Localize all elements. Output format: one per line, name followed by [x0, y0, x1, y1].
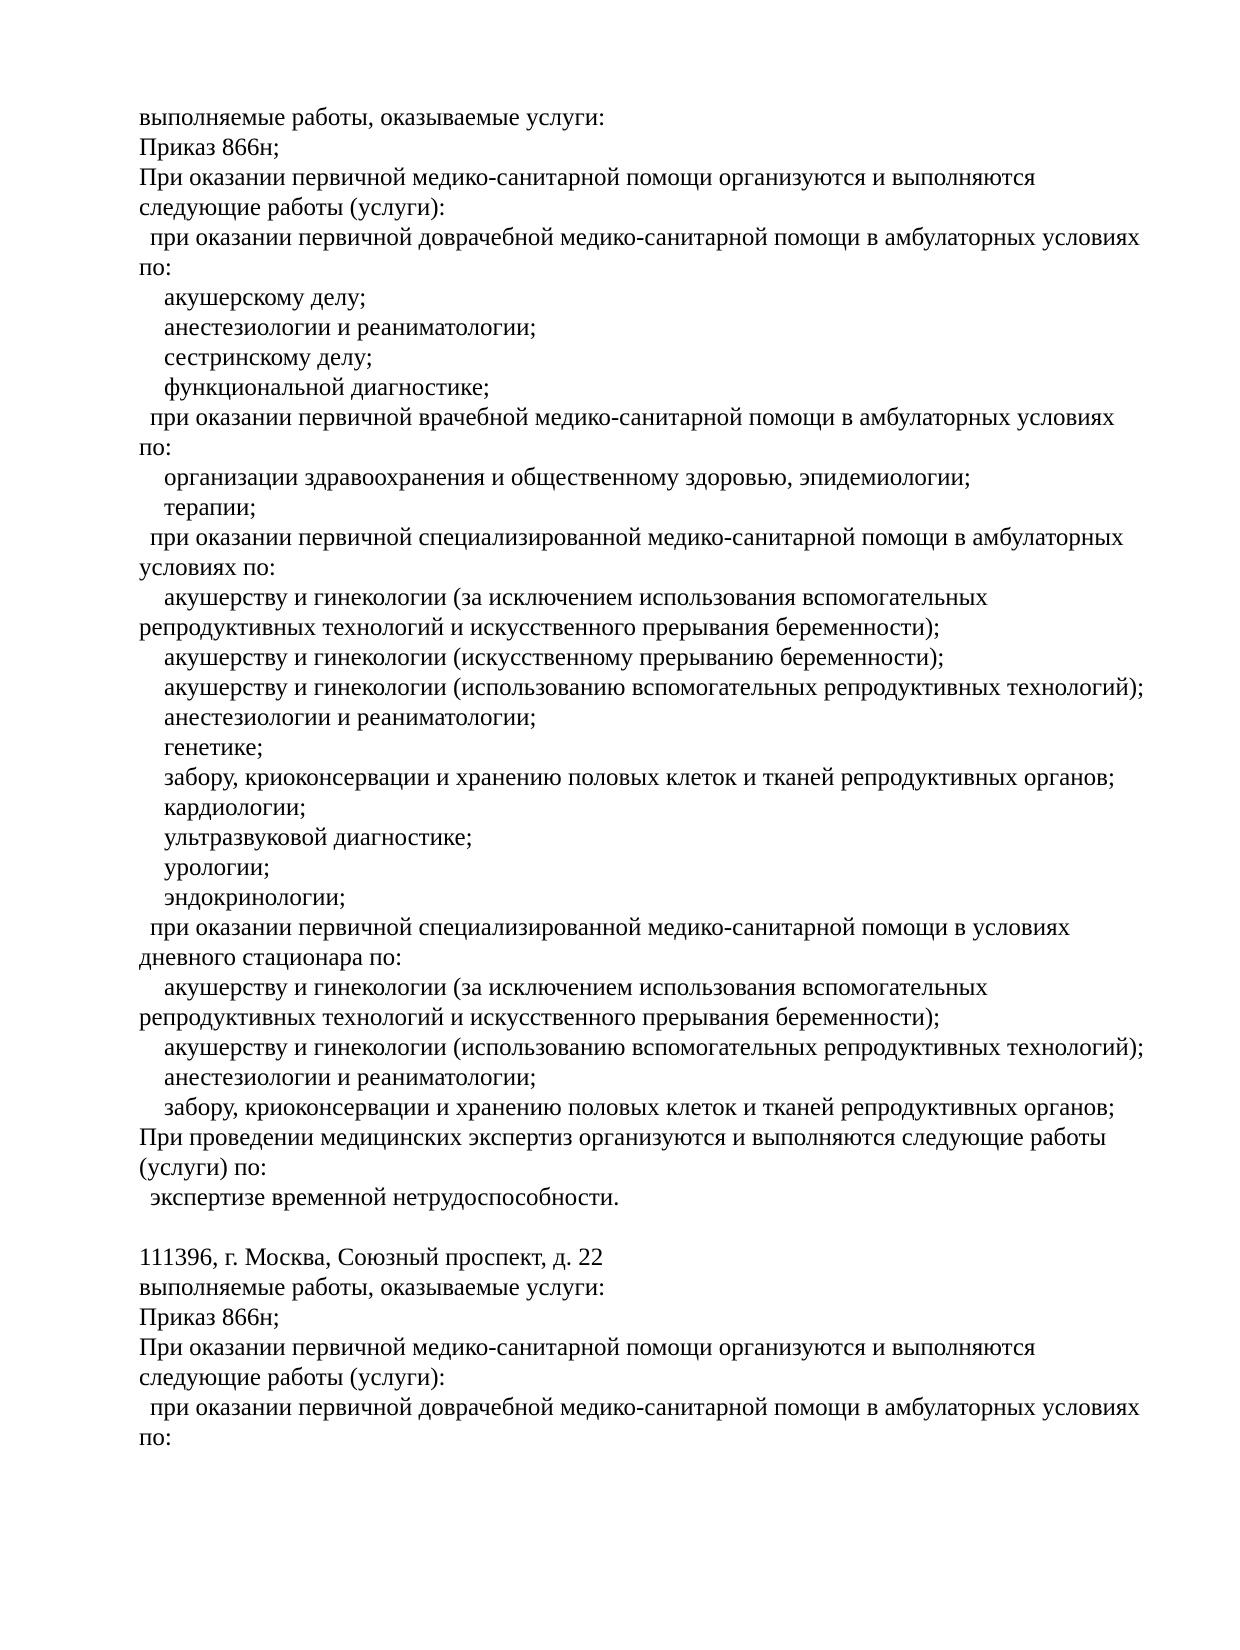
works-services-block-2	[139, 1243, 1151, 1453]
paragraph: генетике;	[164, 734, 264, 761]
paragraph: выполняемые работы, оказываемые услуги:	[139, 104, 606, 131]
paragraph: При проведении медицинских экспертиз организуются и выполняются следующие работы (услуги) по:	[139, 1124, 1107, 1181]
paragraph: При оказании первичной медико-санитарной помощи организуются и выполняются следующие работы (услуги):	[139, 1334, 1036, 1391]
works-services-block-1	[139, 103, 1151, 1213]
paragraph: при оказании первичной специализированной медико-санитарной помощи в условиях дневного стационара по:	[139, 914, 1071, 971]
paragraph: анестезиологии и реаниматологии;	[164, 1064, 537, 1091]
paragraph: выполняемые работы, оказываемые услуги:	[139, 1274, 606, 1301]
document-body	[139, 103, 1151, 1453]
paragraph: акушерству и гинекологии (за исключением использования вспомогательных репродуктивных технологий и искусственного прерывания беременности);	[139, 974, 988, 1031]
paragraph: При оказании первичной медико-санитарной помощи организуются и выполняются следующие работы (услуги):	[139, 164, 1036, 221]
paragraph: Приказ 866н;	[139, 1304, 280, 1331]
paragraph: сестринскому делу;	[164, 344, 373, 371]
paragraph: Приказ 866н;	[139, 134, 280, 161]
paragraph: кардиологии;	[164, 794, 307, 821]
paragraph: функциональной диагностике;	[164, 374, 490, 401]
paragraph: терапии;	[164, 494, 257, 521]
paragraph: при оказании первичной специализированной медико-санитарной помощи в амбулаторных условиях по:	[139, 524, 1124, 581]
paragraph: забору, криоконсервации и хранению половых клеток и тканей репродуктивных органов;	[164, 1094, 1115, 1121]
paragraph: акушерству и гинекологии (использованию вспомогательных репродуктивных технологий);	[164, 1034, 1145, 1061]
paragraph: эндокринологии;	[164, 884, 346, 911]
paragraph: ультразвуковой диагностике;	[164, 824, 473, 851]
paragraph: анестезиологии и реаниматологии;	[164, 704, 537, 731]
paragraph: акушерству и гинекологии (искусственному прерыванию беременности);	[164, 644, 945, 671]
paragraph: экспертизе временной нетрудоспособности.	[150, 1184, 620, 1211]
paragraph: 111396, г. Москва, Союзный проспект, д. 22	[139, 1244, 604, 1271]
paragraph: организации здравоохранения и общественному здоровью, эпидемиологии;	[164, 464, 971, 491]
paragraph: при оказании первичной доврачебной медико-санитарной помощи в амбулаторных условиях по:	[139, 1394, 1140, 1451]
paragraph: анестезиологии и реаниматологии;	[164, 314, 537, 341]
paragraph: акушерству и гинекологии (за исключением использования вспомогательных репродуктивных технологий и искусственного прерывания беременности);	[139, 584, 988, 641]
paragraph: при оказании первичной доврачебной медико-санитарной помощи в амбулаторных условиях по:	[139, 224, 1140, 281]
paragraph: акушерству и гинекологии (использованию вспомогательных репродуктивных технологий);	[164, 674, 1145, 701]
paragraph: забору, криоконсервации и хранению половых клеток и тканей репродуктивных органов;	[164, 764, 1115, 791]
paragraph: урологии;	[164, 854, 271, 881]
paragraph: акушерскому делу;	[164, 284, 367, 311]
paragraph: при оказании первичной врачебной медико-санитарной помощи в амбулаторных условиях по:	[139, 404, 1115, 461]
